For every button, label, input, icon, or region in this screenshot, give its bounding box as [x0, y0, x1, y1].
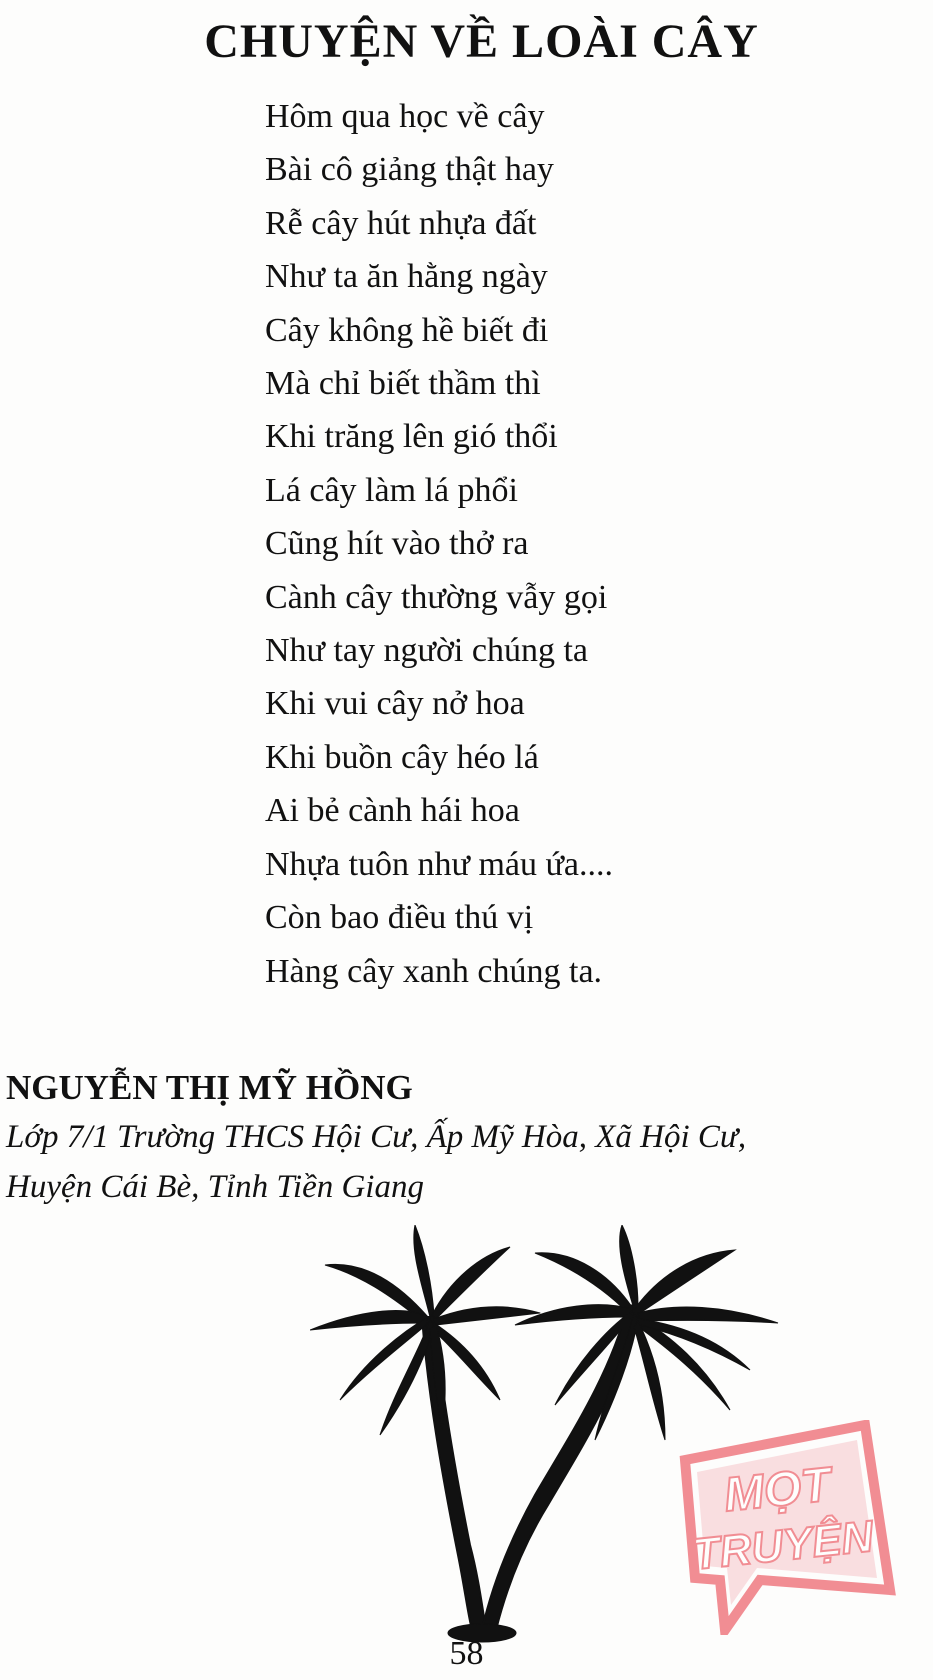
poem-line: Như ta ăn hằng ngày: [265, 258, 548, 296]
watermark-logo: [665, 1420, 905, 1635]
poem-line: Rễ cây hút nhựa đất: [265, 204, 537, 242]
poem-line: Cũng hít vào thở ra: [265, 525, 529, 563]
poem-line: Khi vui cây nở hoa: [265, 685, 525, 723]
poem-line: Cành cây thường vẫy gọi: [265, 578, 608, 616]
poem-title: CHUYỆN VỀ LOÀI CÂY: [204, 15, 759, 68]
watermark-text: TRUYỆN: [690, 1511, 876, 1580]
poem-line: Lá cây làm lá phổi: [265, 471, 519, 509]
poem-line: Như tay người chúng ta: [265, 632, 588, 670]
author-name: NGUYỄN THỊ MỸ HỒNG: [6, 1068, 413, 1107]
page-number: 58: [449, 1635, 484, 1672]
poem-line: Bài cô giảng thật hay: [265, 151, 554, 189]
poem-line: Cây không hề biết đi: [265, 311, 549, 349]
poem-body: [265, 90, 613, 998]
author-address: [6, 1112, 926, 1212]
address-line: Huyện Cái Bè, Tỉnh Tiền Giang: [6, 1169, 424, 1205]
poem-line: Hôm qua học về cây: [265, 98, 545, 135]
poem-line: Còn bao điều thú vị: [265, 899, 534, 937]
address-line: Lớp 7/1 Trường THCS Hội Cư, Ấp Mỹ Hòa, Xã Hội Cư,: [6, 1119, 747, 1155]
poem-line: Khi buồn cây héo lá: [265, 738, 539, 776]
poem-line: Nhựa tuôn như máu ứa....: [265, 845, 614, 883]
watermark-text: MỌT: [721, 1458, 834, 1523]
poem-line: Khi trăng lên gió thổi: [265, 418, 558, 456]
poem-line: Mà chỉ biết thầm thì: [265, 365, 541, 403]
poem-line: Ai bẻ cành hái hoa: [265, 792, 520, 830]
poem-line: Hàng cây xanh chúng ta.: [265, 952, 603, 990]
